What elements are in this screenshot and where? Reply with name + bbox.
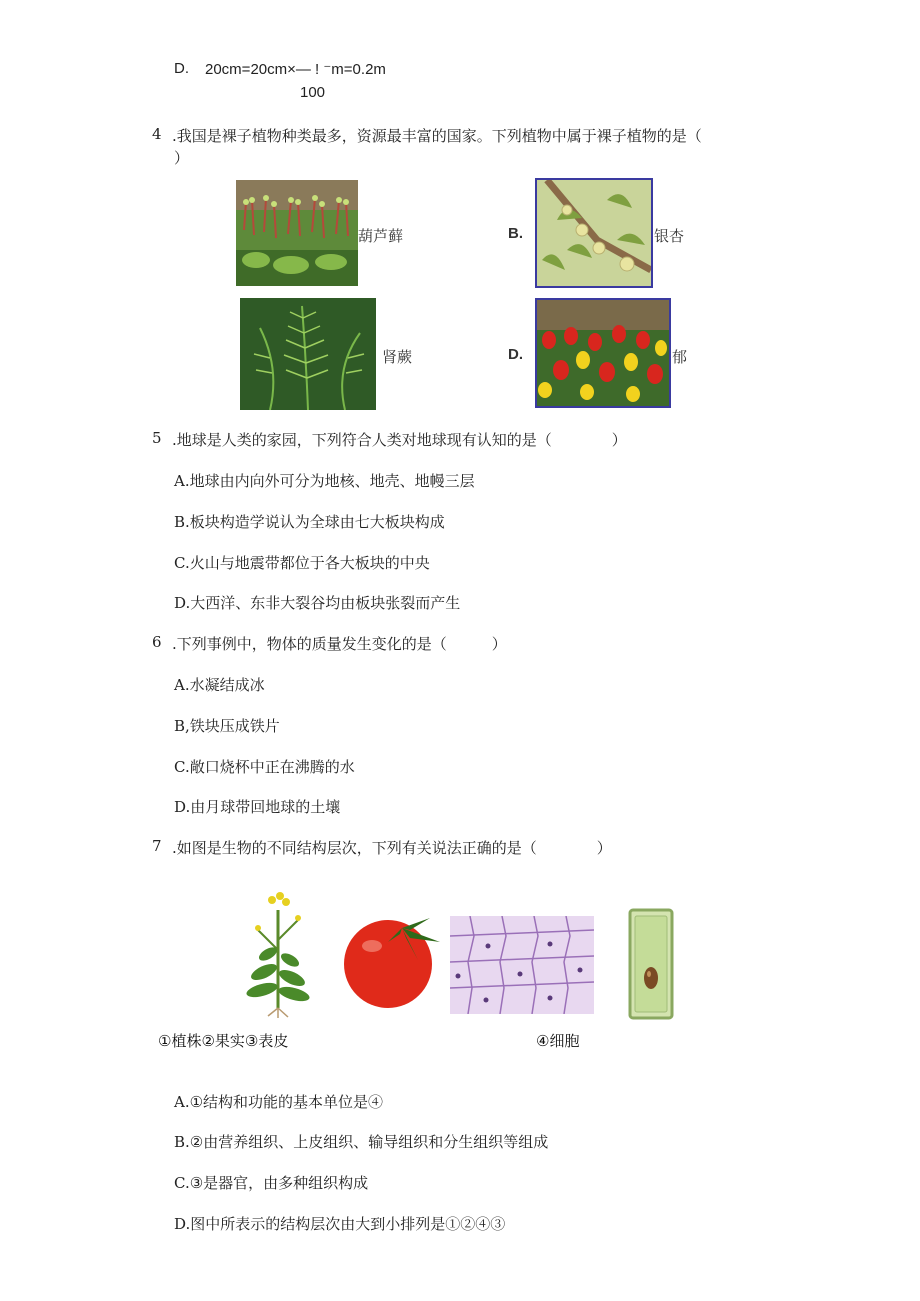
- q5-text: .地球是人类的家园，下列符合人类对地球现有认知的是（ ）: [172, 431, 627, 449]
- epidermis-tissue-illustration: [450, 916, 594, 1014]
- q7-number: 7: [152, 837, 162, 855]
- q7-text: .如图是生物的不同结构层次，下列有关说法正确的是（ ）: [172, 839, 612, 857]
- q4-label-d-letter: D.: [508, 346, 523, 363]
- tulip-photo: [535, 298, 671, 408]
- q7-caption-right: ④细胞: [536, 1033, 580, 1050]
- q4-text: .我国是裸子植物种类最多，资源最丰富的国家。下列植物中属于裸子植物的是（: [172, 127, 702, 145]
- q4-label-a-name: 葫芦藓: [358, 227, 404, 245]
- fern-photo: [240, 298, 376, 410]
- q5-option-d: D.大西洋、东非大裂谷均由板块张裂而产生: [174, 594, 461, 612]
- q4-label-b-name: 银杏: [654, 227, 685, 245]
- q4-number: 4: [152, 125, 162, 143]
- q7-option-b: B.②由营养组织、上皮组织、输导组织和分生组织等组成: [174, 1133, 549, 1151]
- q6-option-b: B,铁块压成铁片: [174, 717, 280, 735]
- q4-text-end: ）: [174, 149, 190, 167]
- plant-cell-illustration: [626, 902, 676, 1024]
- q3-option-d-formula: 20cm=20cm×— ! ⁻m=0.2m: [205, 61, 386, 78]
- q5-option-a: A.地球由内向外可分为地核、地壳、地幔三层: [174, 472, 475, 490]
- q5-option-c: C.火山与地震带都位于各大板块的中央: [174, 554, 430, 572]
- moss-photo: [236, 180, 358, 286]
- q4-label-b-letter: B.: [508, 225, 523, 242]
- q7-caption-left: ①植株②果实③表皮: [158, 1033, 289, 1050]
- q6-option-c: C.敞口烧杯中正在沸腾的水: [174, 758, 355, 776]
- q4-label-c-name: 肾蕨: [382, 348, 413, 366]
- q7-option-a: A.①结构和功能的基本单位是④: [174, 1093, 384, 1111]
- q6-number: 6: [152, 633, 162, 651]
- q3-option-d-letter: D.: [174, 60, 189, 77]
- ginkgo-photo: [535, 178, 653, 288]
- q6-option-d: D.由月球带回地球的土壤: [174, 798, 341, 816]
- q5-option-b: B.板块构造学说认为全球由七大板块构成: [174, 513, 445, 531]
- q6-text: .下列事例中，物体的质量发生变化的是（ ）: [172, 635, 507, 653]
- q4-label-d-name: 郁: [672, 348, 688, 366]
- q3-option-d-denominator: 100: [300, 84, 326, 101]
- q7-option-d: D.图中所表示的结构层次由大到小排列是①②④③: [174, 1215, 506, 1233]
- q5-number: 5: [152, 429, 162, 447]
- q7-option-c: C.③是器官，由多种组织构成: [174, 1174, 369, 1192]
- plant-illustration: [232, 890, 324, 1018]
- tomato-illustration: [340, 908, 444, 1012]
- q6-option-a: A.水凝结成冰: [174, 676, 265, 694]
